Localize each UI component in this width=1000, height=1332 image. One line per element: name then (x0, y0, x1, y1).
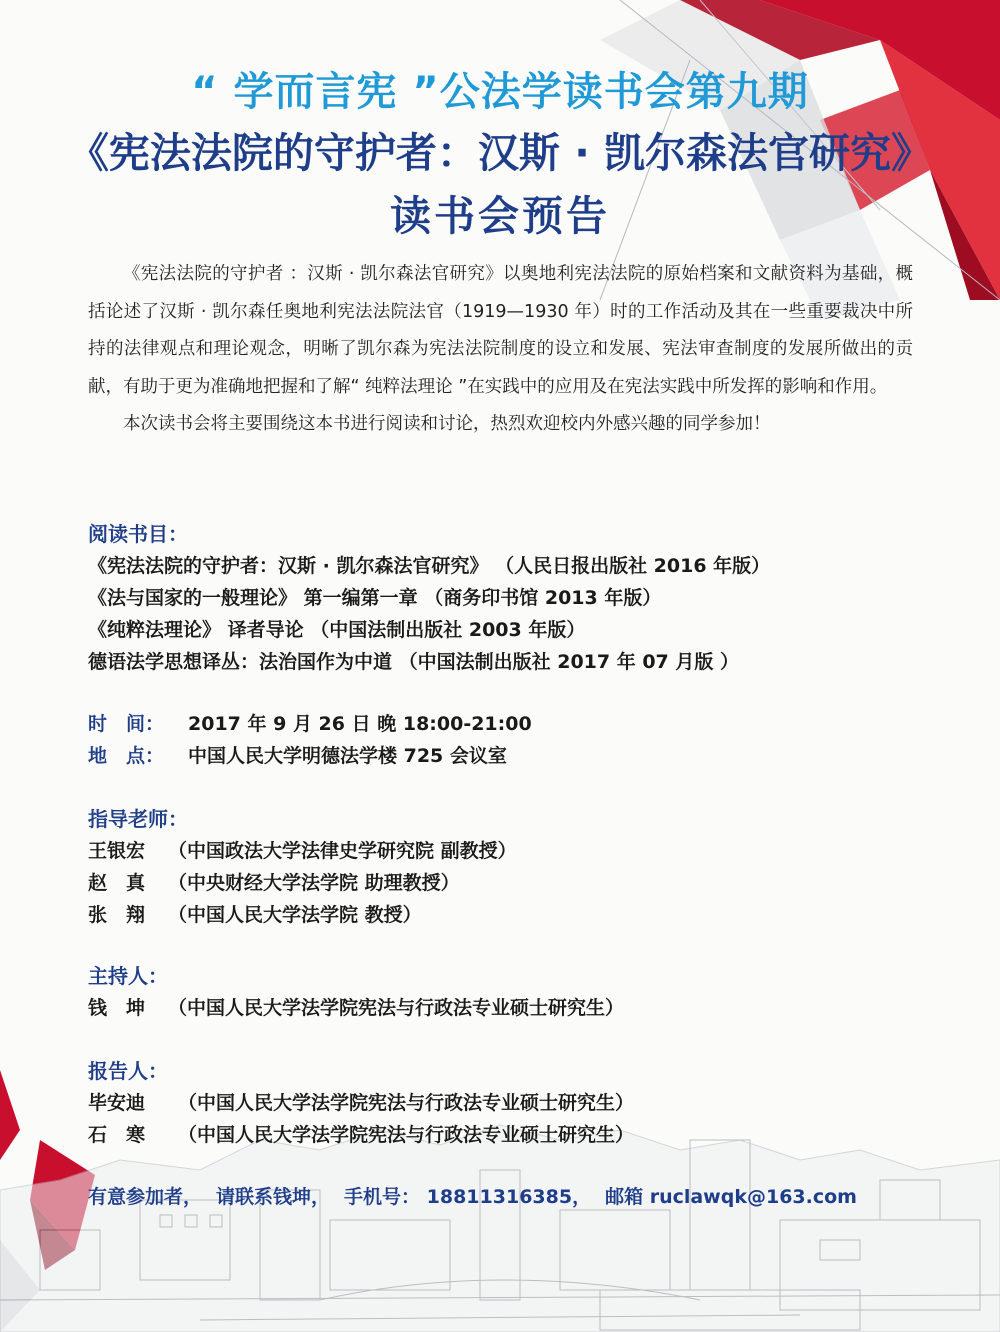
reporter-name: 毕安迪 (88, 1092, 146, 1114)
host-name: 钱 坤 (88, 997, 146, 1019)
time-value: 2017 年 9 月 26 日 晚 18:00-21:00 (188, 713, 532, 735)
host (88, 960, 624, 1024)
contact-phone: 手机号： 18811316385， (344, 1186, 592, 1208)
place-row (88, 740, 532, 772)
reporter-row (88, 1087, 634, 1119)
poster-title-book: 《宪法法院的守护者：汉斯 · 凯尔森法官研究》 (67, 129, 933, 177)
contact-person: 请联系钱坤， (216, 1186, 331, 1208)
poster-title-series: “ 学而言宪 ”公法学读书会第九期 (191, 69, 809, 115)
contact-email: 邮箱 ruclawqk@163.com (605, 1186, 857, 1208)
reading-list-item: 《宪法法院的守护者：汉斯 · 凯尔森法官研究》 （人民日报出版社 2016 年版） (88, 555, 771, 577)
contact-line (88, 1182, 871, 1209)
reporter-affiliation: （中国人民大学法学院宪法与行政法专业硕士研究生） (178, 1092, 635, 1114)
reading-list (88, 518, 770, 678)
advisor-affiliation: （中央财经大学法学院 助理教授） (168, 872, 460, 894)
place-value: 中国人民大学明德法学楼 725 会议室 (188, 745, 507, 767)
reading-list-heading: 阅读书目： (88, 522, 188, 546)
advisor-name: 王银宏 (88, 840, 146, 862)
reporter-name: 石 寒 (88, 1124, 146, 1146)
reporter-affiliation: （中国人民大学法学院宪法与行政法专业硕士研究生） (178, 1124, 635, 1146)
reading-list-item: 《纯粹法理论》 译者导论 （中国法制出版社 2003 年版） (88, 619, 586, 641)
contact-lead: 有意参加者， (88, 1186, 203, 1208)
advisor-name: 赵 真 (88, 872, 146, 894)
reporters (88, 1055, 634, 1151)
reading-list-item: 德语法学思想译丛：法治国作为中道 （中国法制出版社 2017 年 07 月版 ） (88, 651, 740, 673)
poster-title-announcement: 读书会预告 (390, 192, 610, 240)
advisors-heading: 指导老师： (88, 807, 188, 831)
host-row (88, 992, 624, 1024)
advisor-affiliation: （中国政法大学法律史学研究院 副教授） (168, 840, 517, 862)
advisor-affiliation: （中国人民大学法学院 教授） (168, 904, 422, 926)
advisors (88, 803, 517, 931)
host-heading: 主持人： (88, 964, 168, 988)
reporters-heading: 报告人： (88, 1059, 168, 1083)
advisor-row (88, 899, 517, 931)
time-label: 时 间： (88, 713, 165, 735)
advisor-row (88, 835, 517, 867)
reading-list-item: 《法与国家的一般理论》 第一编第一章 （商务印书馆 2013 年版） (88, 587, 662, 609)
advisor-name: 张 翔 (88, 904, 146, 926)
schedule (88, 708, 532, 772)
place-label: 地 点： (88, 745, 165, 767)
host-affiliation: （中国人民大学法学院宪法与行政法专业硕士研究生） (168, 997, 625, 1019)
time-row (88, 708, 532, 740)
intro-paragraph: 本次读书会将主要围绕这本书进行阅读和讨论，热烈欢迎校内外感兴趣的同学参加！ (123, 414, 771, 434)
reporter-row (88, 1119, 634, 1151)
intro-text (88, 256, 913, 444)
advisor-row (88, 867, 517, 899)
intro-paragraph: 《宪法法院的守护者 ：汉斯 · 凯尔森法官研究》以奥地利宪法法院的原始档案和文献资料为基础，概括论述了汉斯 · 凯尔森任奥地利宪法法院法官（1919—1930 年）时的工作活动及其在一些重要裁决中所持的法律观点和理论观念，明晰了凯尔森为宪法法院制度的设立和发展、宪法审查制度的发展所做出的贡献，有助于更为准确地把握和了解“ 纯粹法理论 ”在实践中的应用及在宪法实践中所发挥的影响和作用。 (88, 264, 913, 397)
